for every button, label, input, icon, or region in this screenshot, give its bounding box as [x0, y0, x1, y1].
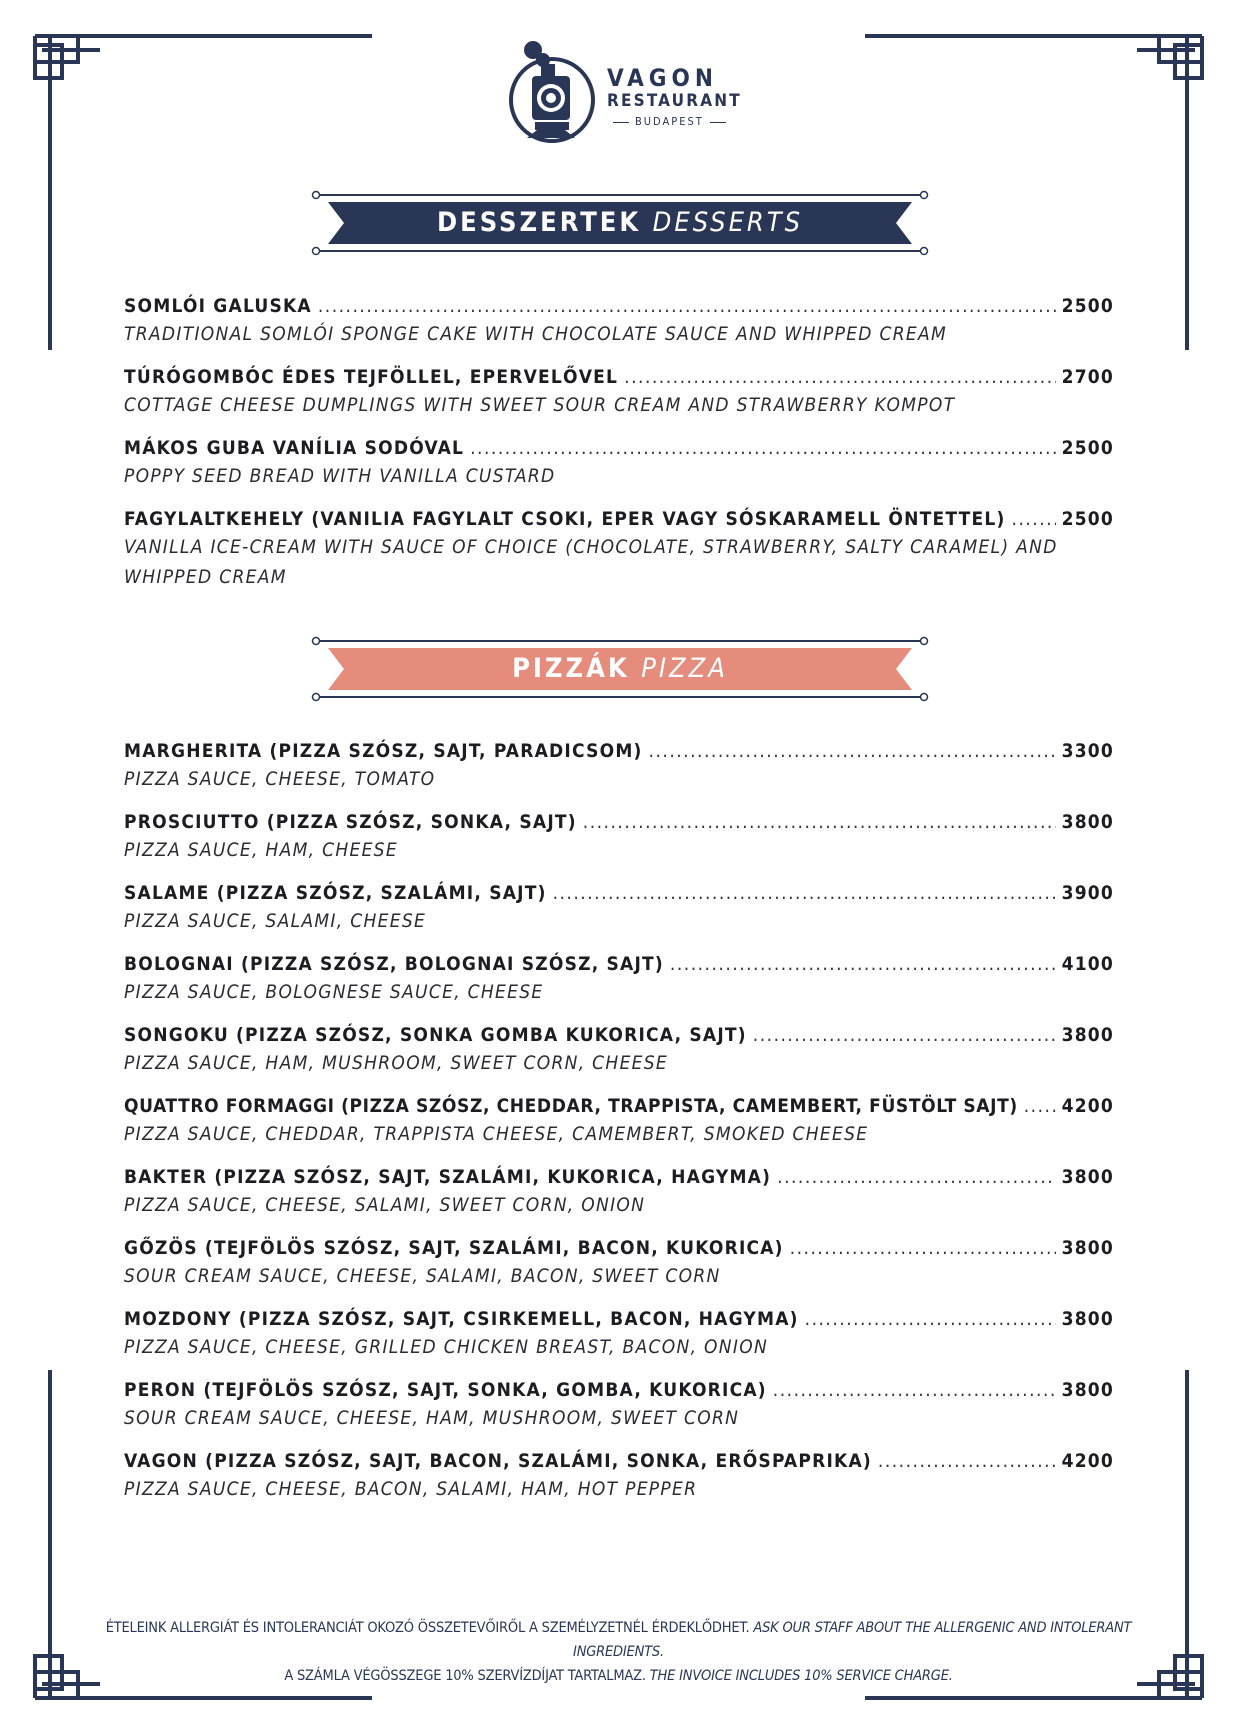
pizza-title: PIZZÁK PIZZA [512, 653, 728, 684]
item-description: PIZZA SAUCE, SALAMI, CHEESE [124, 910, 427, 932]
item-name: BAKTER (PIZZA SZÓSZ, SAJT, SZALÁMI, KUKORICA, HAGYMA) [124, 1166, 772, 1188]
dot-leader [878, 1448, 1056, 1474]
item-name: BOLOGNAI (PIZZA SZÓSZ, BOLOGNAI SZÓSZ, SAJT) [124, 953, 664, 975]
item-name: SALAME (PIZZA SZÓSZ, SZALÁMI, SAJT) [124, 882, 547, 904]
item-price: 4200 [1061, 1095, 1114, 1117]
item-price: 3300 [1061, 740, 1114, 762]
footer-notes [60, 1616, 1177, 1688]
dot-leader [753, 1022, 1056, 1048]
menu-item [124, 1448, 1114, 1504]
menu-item [124, 1377, 1114, 1433]
item-description: SOUR CREAM SAUCE, CHEESE, HAM, MUSHROOM, SWEET CORN [124, 1407, 740, 1429]
menu-item [124, 1164, 1114, 1220]
desserts-section [124, 293, 1114, 607]
item-description: SOUR CREAM SAUCE, CHEESE, SALAMI, BACON, SWEET CORN [124, 1265, 721, 1287]
item-price: 3800 [1061, 1166, 1114, 1188]
item-price: 4200 [1061, 1450, 1114, 1472]
desserts-title: DESSZERTEK DESSERTS [436, 207, 804, 238]
dot-leader [583, 809, 1056, 835]
menu-item [124, 1306, 1114, 1362]
dot-leader [649, 738, 1056, 764]
item-description: PIZZA SAUCE, BOLOGNESE SAUCE, CHEESE [124, 981, 544, 1003]
item-name: QUATTRO FORMAGGI (PIZZA SZÓSZ, CHEDDAR, TRAPPISTA, CAMEMBERT, FÜSTÖLT SAJT) [124, 1095, 1018, 1117]
item-price: 2500 [1061, 508, 1114, 530]
menu-item [124, 951, 1114, 1007]
item-description: POPPY SEED BREAD WITH VANILLA CUSTARD [124, 465, 556, 487]
item-description: PIZZA SAUCE, CHEESE, SALAMI, SWEET CORN, ONION [124, 1194, 646, 1216]
item-description: COTTAGE CHEESE DUMPLINGS WITH SWEET SOUR CREAM AND STRAWBERRY KOMPOT [124, 394, 956, 416]
dot-leader [1012, 506, 1056, 532]
menu-item [124, 293, 1114, 349]
item-price: 3800 [1061, 811, 1114, 833]
item-price: 3800 [1061, 1379, 1114, 1401]
menu-item [124, 435, 1114, 491]
item-name: SONGOKU (PIZZA SZÓSZ, SONKA GOMBA KUKORICA, SAJT) [124, 1024, 747, 1046]
item-price: 2700 [1061, 366, 1114, 388]
dot-leader [790, 1235, 1056, 1261]
brand-logo [505, 38, 745, 148]
item-description: TRADITIONAL SOMLÓI SPONGE CAKE WITH CHOCOLATE SAUCE AND WHIPPED CREAM [124, 323, 948, 345]
item-name: PROSCIUTTO (PIZZA SZÓSZ, SONKA, SAJT) [124, 811, 577, 833]
dot-leader [1024, 1093, 1056, 1119]
dot-leader [553, 880, 1056, 906]
item-name: GŐZÖS (TEJFÖLÖS SZÓSZ, SAJT, SZALÁMI, BACON, KUKORICA) [124, 1237, 784, 1259]
menu-item [124, 809, 1114, 865]
item-description: PIZZA SAUCE, HAM, MUSHROOM, SWEET CORN, CHEESE [124, 1052, 669, 1074]
service-charge-note: A SZÁMLA VÉGÖSSZEGE 10% SZERVÍZDÍJAT TARTALMAZ. THE INVOICE INCLUDES 10% SERVICE CHARGE. [284, 1668, 953, 1684]
dot-leader [470, 435, 1056, 461]
item-name: MÁKOS GUBA VANÍLIA SODÓVAL [124, 437, 465, 459]
item-description: PIZZA SAUCE, CHEDDAR, TRAPPISTA CHEESE, CAMEMBERT, SMOKED CHEESE [124, 1123, 869, 1145]
menu-item [124, 1022, 1114, 1078]
menu-item [124, 364, 1114, 420]
item-description: PIZZA SAUCE, HAM, CHEESE [124, 839, 398, 861]
item-name: FAGYLALTKEHELY (VANILIA FAGYLALT CSOKI, EPER VAGY SÓSKARAMELL ÖNTETTEL) [124, 508, 1006, 530]
pizza-section [124, 738, 1114, 1519]
menu-item [124, 506, 1114, 592]
locomotive-icon [505, 38, 605, 148]
dot-leader [777, 1164, 1055, 1190]
item-price: 3800 [1061, 1237, 1114, 1259]
menu-item [124, 1235, 1114, 1291]
item-name: SOMLÓI GALUSKA [124, 295, 312, 317]
desserts-banner [310, 190, 930, 256]
dot-leader [773, 1377, 1056, 1403]
allergen-note: ÉTELEINK ALLERGIÁT ÉS INTOLERANCIÁT OKOZÓ ÖSSZETEVŐIRŐL A SZEMÉLYZETNÉL ÉRDEKLŐDHET. ASK OUR STAFF ABOUT THE ALLERGENIC AND INTOLERANT INGREDIENTS. [105, 1620, 1132, 1660]
dot-leader [318, 293, 1056, 319]
dot-leader [624, 364, 1055, 390]
pizza-banner [310, 636, 930, 702]
menu-item [124, 738, 1114, 794]
dot-leader [805, 1306, 1056, 1332]
brand-city: BUDAPEST [607, 114, 742, 130]
menu-item [124, 880, 1114, 936]
item-description: PIZZA SAUCE, CHEESE, BACON, SALAMI, HAM, HOT PEPPER [124, 1478, 698, 1500]
item-name: TÚRÓGOMBÓC ÉDES TEJFÖLLEL, EPERVELŐVEL [124, 366, 619, 388]
item-price: 3900 [1061, 882, 1114, 904]
item-name: MOZDONY (PIZZA SZÓSZ, SAJT, CSIRKEMELL, BACON, HAGYMA) [124, 1308, 799, 1330]
item-description: PIZZA SAUCE, CHEESE, TOMATO [124, 768, 436, 790]
dot-leader [670, 951, 1056, 977]
item-price: 2500 [1061, 295, 1114, 317]
menu-item [124, 1093, 1114, 1149]
brand-subtitle: RESTAURANT [607, 91, 742, 111]
item-name: VAGON (PIZZA SZÓSZ, SAJT, BACON, SZALÁMI, SONKA, ERŐSPAPRIKA) [124, 1450, 872, 1472]
item-name: PERON (TEJFÖLÖS SZÓSZ, SAJT, SONKA, GOMBA, KUKORICA) [124, 1379, 767, 1401]
item-description: PIZZA SAUCE, CHEESE, GRILLED CHICKEN BREAST, BACON, ONION [124, 1336, 769, 1358]
item-price: 3800 [1061, 1024, 1114, 1046]
brand-name: VAGON [607, 64, 718, 92]
item-price: 2500 [1061, 437, 1114, 459]
item-description: VANILLA ICE-CREAM WITH SAUCE OF CHOICE (CHOCOLATE, STRAWBERRY, SALTY CARAMEL) AND WHIPPED CREAM [124, 536, 1058, 588]
item-price: 3800 [1061, 1308, 1114, 1330]
item-price: 4100 [1061, 953, 1114, 975]
item-name: MARGHERITA (PIZZA SZÓSZ, SAJT, PARADICSOM) [124, 740, 643, 762]
